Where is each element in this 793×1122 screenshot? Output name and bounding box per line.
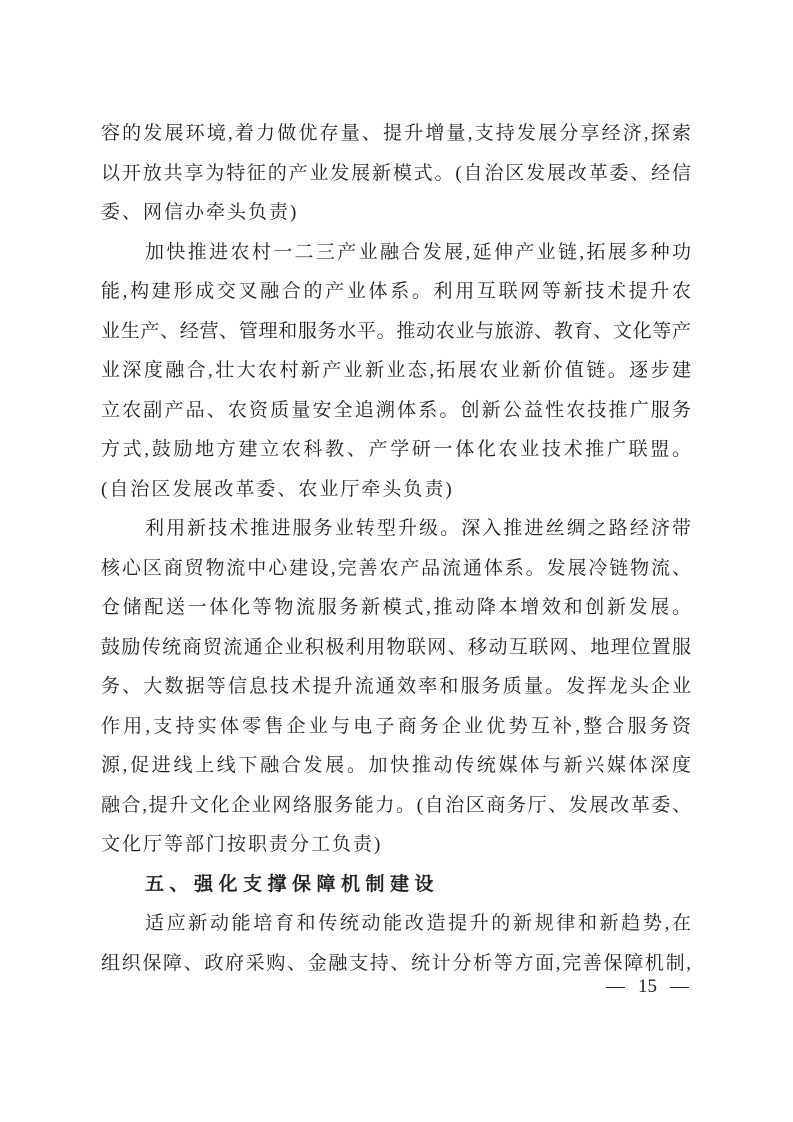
text-line: 方式,鼓励地方建立农科教、产学研一体化农业技术推广联盟。 [101, 439, 691, 460]
footer-dash-right: — [670, 976, 689, 997]
text-line: 务、大数据等信息技术提升流通效率和服务质量。发挥龙头企业 [101, 676, 691, 697]
text-line: 业深度融合,壮大农村新产业新业态,拓展农业新价值链。逐步建 [101, 360, 691, 381]
text-line: 鼓励传统商贸流通企业积极利用物联网、移动互联网、地理位置服 [101, 636, 691, 658]
text-line: 业生产、经营、管理和服务水平。推动农业与旅游、教育、文化等产 [101, 320, 691, 342]
text-line: 源,促进线上线下融合发展。加快推动传统媒体与新兴媒体深度 [101, 755, 691, 776]
text-line: 容的发展环境,着力做优存量、提升增量,支持发展分享经济,探索 [101, 123, 691, 144]
text-line: 组织保障、政府采购、金融支持、统计分析等方面,完善保障机制, [101, 952, 691, 974]
text-line: 以开放共享为特征的产业发展新模式。(自治区发展改革委、经信 [101, 162, 691, 184]
section-heading: 五、强化支撑保障机制建设 [145, 873, 440, 895]
text-line: (自治区发展改革委、农业厅牵头负责) [101, 478, 454, 500]
page-number: 15 [638, 976, 657, 997]
text-line: 文化厅等部门按职责分工负责) [101, 834, 383, 855]
text-line: 委、网信办牵头负责) [101, 202, 299, 223]
text-line: 立农副产品、农资质量安全追溯体系。创新公益性农技推广服务 [101, 399, 691, 421]
text-line: 利用新技术推进服务业转型升级。深入推进丝绸之路经济带 [145, 518, 691, 539]
text-line: 融合,提升文化企业网络服务能力。(自治区商务厅、发展改革委、 [101, 794, 691, 816]
text-line: 加快推进农村一二三产业融合发展,延伸产业链,拓展多种功 [145, 241, 691, 263]
footer-dash-left: — [606, 976, 625, 997]
page-footer [606, 976, 689, 998]
text-line: 适应新动能培育和传统动能改造提升的新规律和新趋势,在 [145, 913, 691, 934]
text-line: 仓储配送一体化等物流服务新模式,推动降本增效和创新发展。 [101, 597, 691, 618]
text-line: 能,构建形成交叉融合的产业体系。利用互联网等新技术提升农 [101, 281, 691, 302]
text-block [101, 114, 691, 983]
text-line: 核心区商贸物流中心建设,完善农产品流通体系。发展冷链物流、 [101, 557, 691, 579]
text-line: 作用,支持实体零售企业与电子商务企业优势互补,整合服务资 [101, 715, 691, 737]
